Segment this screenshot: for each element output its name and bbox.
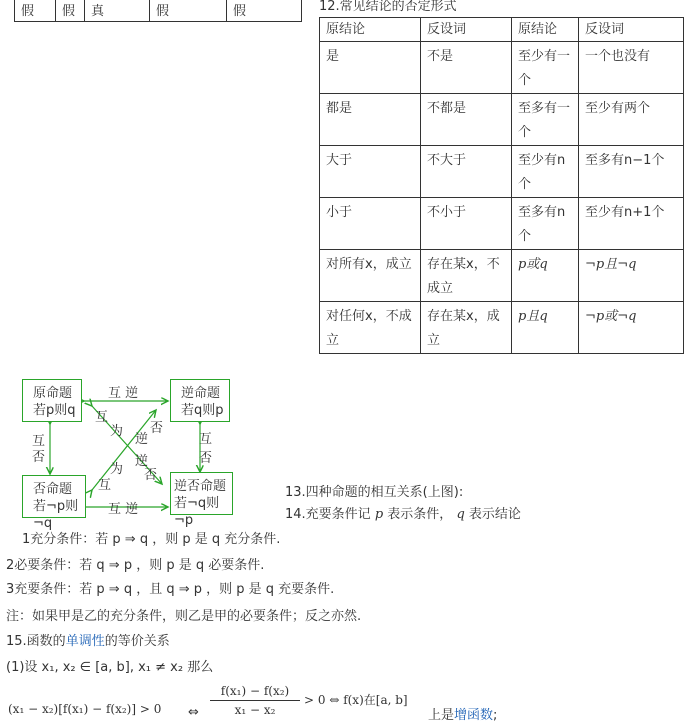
- label-diag: 否: [150, 421, 164, 436]
- table-cell: 都是: [320, 94, 421, 146]
- table-cell: p或q: [512, 250, 579, 302]
- table-cell: 至少有n个: [512, 146, 579, 198]
- table-cell: 至多有n个: [512, 198, 579, 250]
- table-cell: 至多有n−1个: [579, 146, 684, 198]
- necessary-condition: 2必要条件：若 q ⇒ p ，则 p 是 q 必要条件.: [6, 558, 265, 573]
- label-left-2: 否: [32, 450, 46, 465]
- header-cell: 反设词: [421, 18, 512, 42]
- header-cell: 反设词: [579, 18, 684, 42]
- label-diag: 否: [144, 468, 158, 483]
- label-right-1: 互: [199, 432, 213, 447]
- box-statement: 若¬p则¬q: [33, 499, 79, 531]
- iff-symbol: ⇔: [188, 705, 199, 720]
- cell-text: 至少有一个: [518, 49, 571, 88]
- item-15-1: (1)设 x₁, x₂ ∈ [a, b], x₁ ≠ x₂ 那么: [6, 660, 214, 675]
- label-diag: 互: [95, 410, 109, 425]
- formula-rhs: > 0 ⇔ f(x)在[a, b]: [304, 693, 408, 707]
- table-row: [15, 0, 302, 22]
- table-cell: 大于: [320, 146, 421, 198]
- monotonicity-link[interactable]: 单调性: [65, 634, 105, 649]
- table-cell: 对所有x，成立: [320, 250, 421, 302]
- table-cell: 至多有一个: [512, 94, 579, 146]
- box-statement: 若¬q则¬p: [174, 496, 220, 528]
- sufficient-condition: 1充分条件：若 p ⇒ q ，则 p 是 q 充分条件.: [22, 532, 281, 547]
- table-cell: 不都是: [421, 94, 512, 146]
- formula-tail: [428, 704, 497, 723]
- section-14-title: [285, 503, 521, 522]
- table-cell: 存在某x，成立: [421, 302, 512, 354]
- table-cell: 小于: [320, 198, 421, 250]
- section-15-text: 的等价关系: [104, 634, 170, 649]
- fraction-denominator: x₁ − x₂: [234, 703, 276, 717]
- table-cell: p且q: [512, 302, 579, 354]
- table-cell: 存在某x，不成立: [421, 250, 512, 302]
- table-cell: 假: [150, 0, 227, 22]
- increasing-function-link[interactable]: 增函数: [454, 708, 494, 723]
- box-converse-proposition: [170, 379, 230, 422]
- label-diag: 为: [110, 462, 124, 477]
- label-diag: 互: [98, 478, 112, 493]
- table-cell: 是: [320, 42, 421, 94]
- formula-lhs: (x₁ − x₂)[f(x₁) − f(x₂)] > 0: [8, 702, 162, 716]
- box-contrapositive-proposition: [170, 472, 233, 528]
- label-diag: 逆: [135, 432, 149, 447]
- condition-note: 注：如果甲是乙的充分条件，则乙是甲的必要条件；反之亦然.: [6, 609, 362, 624]
- section-14-text: 表示结论: [468, 507, 521, 522]
- box-inverse-proposition: [22, 475, 86, 531]
- math-p: p: [374, 507, 384, 522]
- section-15-title: [6, 630, 170, 649]
- table-cell: 假: [56, 0, 85, 22]
- label-left-1: 互: [32, 434, 46, 449]
- table-cell: ¬p且¬q: [579, 250, 684, 302]
- fraction-bar: [210, 700, 300, 701]
- negation-table: [319, 17, 684, 354]
- label-top-converse: 互 逆: [108, 386, 139, 401]
- table-cell: 不大于: [421, 146, 512, 198]
- table-cell: 真: [85, 0, 150, 22]
- box-title: 否命题: [33, 482, 73, 497]
- box-original-proposition: [22, 379, 82, 422]
- header-cell: 原结论: [320, 18, 421, 42]
- label-diag: 为: [110, 424, 124, 439]
- header-cell: 原结论: [512, 18, 579, 42]
- table-cell: 对任何x，不成立: [320, 302, 421, 354]
- table-cell: 假: [15, 0, 56, 22]
- formula-tail-text: 上是: [428, 708, 455, 723]
- math-q: q: [456, 507, 465, 522]
- section-12-title: 12.常见结论的否定形式: [319, 0, 457, 14]
- box-title: 原命题: [33, 386, 73, 401]
- table-row: [320, 198, 684, 250]
- box-title: 逆命题: [181, 386, 221, 401]
- table-row: [320, 302, 684, 354]
- table-cell: 假: [227, 0, 302, 22]
- label-right-2: 否: [199, 451, 213, 466]
- section-15-text: 15.函数的: [6, 634, 66, 649]
- table-header-row: [320, 18, 684, 42]
- table-row: [320, 250, 684, 302]
- table-cell: 不是: [421, 42, 512, 94]
- table-cell: 至少有n+1个: [579, 198, 684, 250]
- table-cell: 至少有两个: [579, 94, 684, 146]
- section-14-text: 14.充要条件记: [285, 507, 371, 522]
- table-cell: ¬p或¬q: [579, 302, 684, 354]
- box-title: 逆否命题: [174, 479, 227, 494]
- truth-table-fragment: [14, 0, 302, 22]
- box-statement: 若q则p: [181, 403, 224, 418]
- formula-fraction: [210, 683, 300, 718]
- table-cell: 不小于: [421, 198, 512, 250]
- section-13-title: 13.四种命题的相互关系(上图):: [285, 485, 464, 500]
- fraction-numerator: f(x₁) − f(x₂): [220, 684, 290, 698]
- table-row: [320, 42, 684, 94]
- section-14-text: 表示条件，: [387, 507, 453, 522]
- table-row: [320, 94, 684, 146]
- box-statement: 若p则q: [33, 403, 76, 418]
- table-cell: [512, 42, 579, 94]
- table-cell: 一个也没有: [579, 42, 684, 94]
- label-bottom-converse: 互 逆: [108, 502, 139, 517]
- iff-condition: 3充要条件：若 p ⇒ q ，且 q ⇒ p ，则 p 是 q 充要条件.: [6, 582, 335, 597]
- formula-tail-text: ;: [493, 708, 498, 723]
- label-diag: 逆: [135, 454, 149, 469]
- table-row: [320, 146, 684, 198]
